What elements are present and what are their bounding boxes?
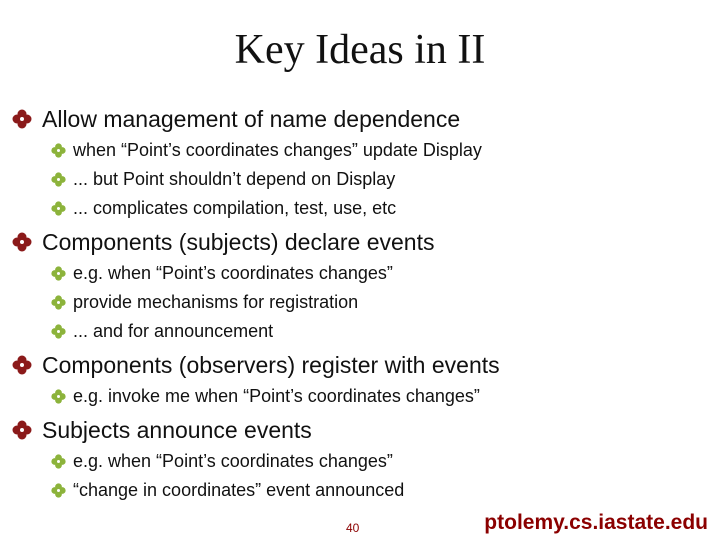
sub-bullet-item: [0, 317, 720, 346]
bullet-text: Allow management of name dependence: [42, 106, 461, 132]
sub-bullet-text: when “Point’s coordinates changes” update Display: [73, 140, 482, 160]
diamond-bullet-icon: [51, 483, 66, 498]
sub-bullet-text: e.g. when “Point’s coordinates changes”: [73, 451, 393, 471]
footer-site-url: ptolemy.cs.iastate.edu: [484, 511, 708, 534]
bullet-item: [0, 227, 720, 257]
sub-bullet-item: [0, 476, 720, 505]
diamond-bullet-icon: [12, 420, 32, 440]
sub-bullet-item: [0, 382, 720, 411]
diamond-bullet-icon: [51, 266, 66, 281]
diamond-bullet-icon: [51, 324, 66, 339]
diamond-bullet-icon: [12, 109, 32, 129]
sub-bullet-item: [0, 447, 720, 476]
diamond-bullet-icon: [51, 389, 66, 404]
sub-bullet-text: e.g. invoke me when “Point’s coordinates changes”: [73, 386, 480, 406]
sub-bullet-text: ... but Point shouldn’t depend on Display: [73, 169, 396, 189]
diamond-bullet-icon: [51, 201, 66, 216]
diamond-bullet-icon: [51, 143, 66, 158]
bullet-text: Components (observers) register with events: [42, 352, 500, 378]
sub-bullet-item: [0, 259, 720, 288]
diamond-bullet-icon: [12, 355, 32, 375]
slide-title: Key Ideas in II: [234, 27, 486, 73]
sub-bullet-item: [0, 194, 720, 223]
bullet-item: [0, 415, 720, 445]
bullet-list: [0, 104, 720, 505]
diamond-bullet-icon: [51, 454, 66, 469]
sub-bullet-text: e.g. when “Point’s coordinates changes”: [73, 263, 393, 283]
diamond-bullet-icon: [51, 295, 66, 310]
sub-bullet-item: [0, 136, 720, 165]
page-number: 40: [346, 521, 360, 535]
bullet-text: Subjects announce events: [42, 417, 312, 443]
bullet-item: [0, 104, 720, 134]
sub-bullet-item: [0, 288, 720, 317]
sub-bullet-text: ... complicates compilation, test, use, etc: [73, 198, 397, 218]
bullet-text: Components (subjects) declare events: [42, 229, 435, 255]
bullet-item: [0, 350, 720, 380]
sub-bullet-text: provide mechanisms for registration: [73, 292, 359, 312]
diamond-bullet-icon: [51, 172, 66, 187]
sub-bullet-text: ... and for announcement: [73, 321, 274, 341]
sub-bullet-item: [0, 165, 720, 194]
sub-bullet-text: “change in coordinates” event announced: [73, 480, 405, 500]
diamond-bullet-icon: [12, 232, 32, 252]
